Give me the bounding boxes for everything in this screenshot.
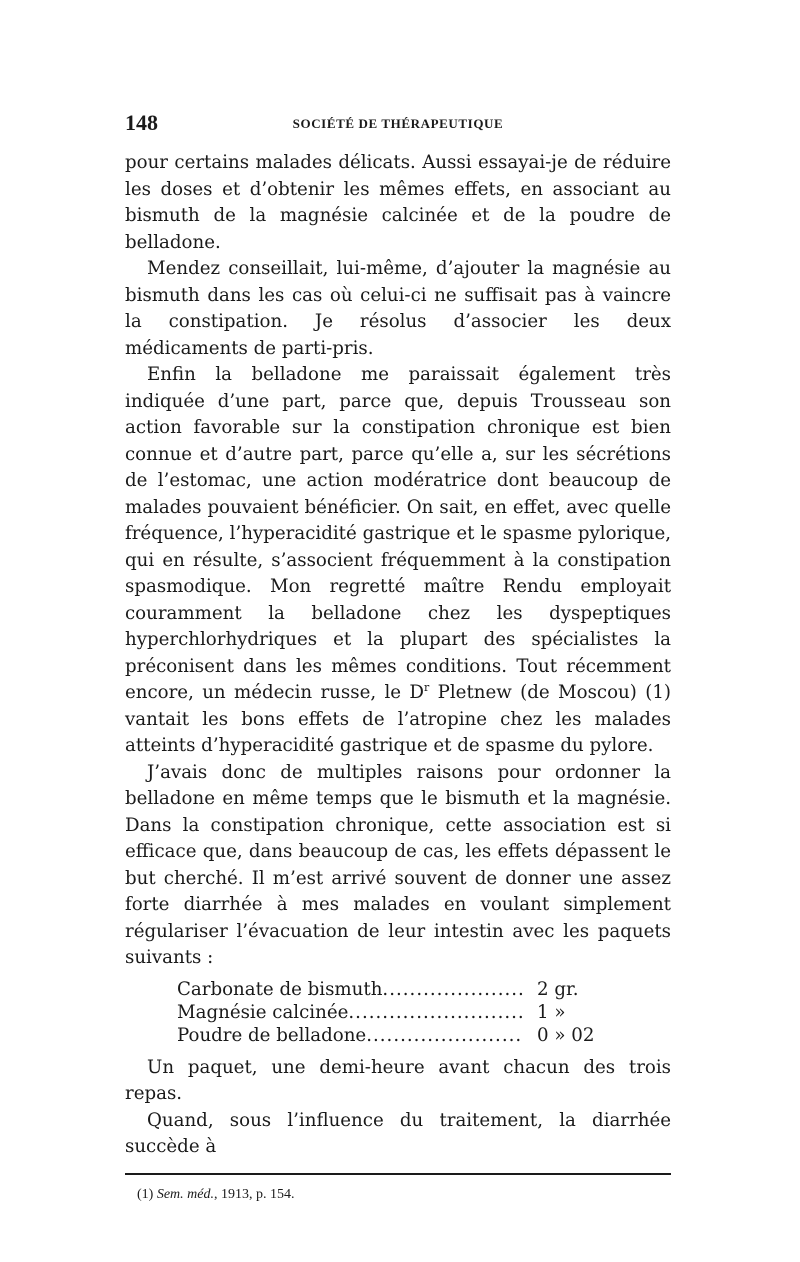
dot-leader [366,1024,523,1047]
paragraph-3-part-b: Pletnew (de Moscou) (1) vantait les bons effets de l’atropine chez les malades atteints d’hyperacidité gastrique et de spasme du pylore. [125,682,671,756]
footnote-marker: (1) [137,1186,157,1202]
prescription-item [177,1001,607,1024]
paragraph-3 [125,362,671,760]
ingredient-name: Poudre de belladone [177,1024,367,1046]
footnote-details: , 1913, p. 154. [213,1186,295,1202]
book-page [125,110,671,1205]
paragraph-1: pour certains malades délicats. Aussi essayai-je de réduire les doses et d’obtenir les mêmes effets, en associant au bismuth de la magnésie calcinée et de la poudre de belladone. [125,152,671,253]
paragraph-4: J’avais donc de multiples raisons pour ordonner la belladone en même temps que le bismuth et la magnésie. Dans la constipation chronique, cette association est si efficace que, dans beaucoup de cas, les effets dépassent le but cherché. Il m’est arrivé souvent de donner une assez forte diarrhée à mes malades en voulant simplement régulariser l’évacuation de leur intestin avec les paquets suivants : [125,761,671,968]
running-title: SOCIÉTÉ DE THÉRAPEUTIQUE [292,116,504,131]
footnote-rule [125,1173,671,1175]
ingredient-quantity: 2 gr. [537,978,579,1000]
paragraph-2: Mendez conseillait, lui-même, d’ajouter la magnésie au bismuth dans les cas où celui-ci ne suffisait pas à vaincre la constipation. Je résolus d’associer les deux médicaments de parti-pris. [125,258,671,359]
doctor-superscript: r [424,680,430,694]
paragraph-3-part-a: Enfin la belladone me paraissait également très indiquée d’une part, parce que, depuis Trousseau son action favorable sur la constipation chronique est bien connue et d’autre part, parce qu’elle a, sur les sécrétions de l’estomac, une action modératrice dont beaucoup de malades pouvaient bénéficier. On sait, en effet, avec quelle fréquence, l’hyperacidité gastrique et le spasme pylorique, qui en résulte, s’associent fréquemment à la constipation spasmodique. Mon regretté maître Rendu employait couramment la belladone chez les dyspeptiques hyperchlorhydriques et la plupart des spécialistes la préconisent dans les mêmes conditions. Tout récemment encore, un médecin russe, le D [125,364,671,703]
dot-leader [382,978,523,1001]
ingredient-quantity: 1 » [537,1001,566,1023]
paragraph-6: Quand, sous l’influence du traitement, la diarrhée succède à [125,1109,671,1157]
prescription-list [177,978,607,1047]
ingredient-quantity: 0 » 02 [537,1024,595,1046]
ingredient-name: Carbonate de bismuth [177,978,383,1000]
prescription-item [177,978,607,1001]
prescription-item [177,1024,607,1047]
footnote [125,1185,671,1205]
page-number: 148 [125,110,158,135]
footnote-source: Sem. méd. [156,1186,214,1202]
body-text [125,150,671,1161]
paragraph-5: Un paquet, une demi-heure avant chacun des trois repas. [125,1056,671,1104]
page-header [125,110,671,140]
ingredient-name: Magnésie calcinée [177,1001,349,1023]
dot-leader [348,1001,523,1024]
